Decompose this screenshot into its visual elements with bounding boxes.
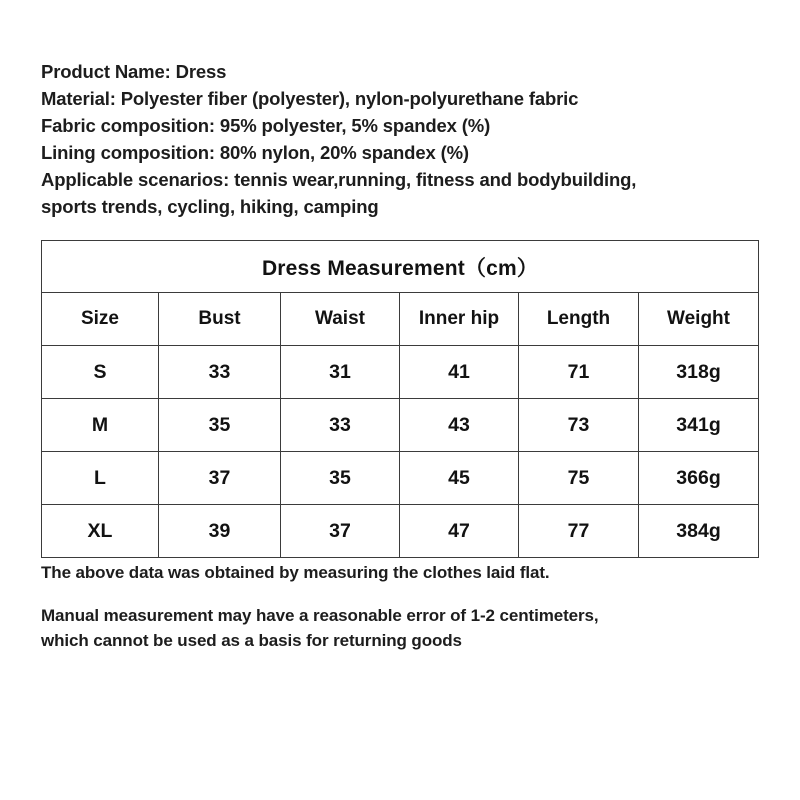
column-header-inner-hip: Inner hip (400, 293, 519, 346)
table-row (42, 346, 759, 399)
cell-waist: 35 (281, 452, 400, 505)
note-laid-flat: The above data was obtained by measuring the clothes laid flat. (41, 563, 550, 582)
spec-line-applicable-scenarios: Applicable scenarios: tennis wear,running, fitness and bodybuilding, sports trends, cycling, hiking, camping (41, 169, 637, 217)
column-header-bust: Bust (159, 293, 281, 346)
cell-size: M (42, 399, 159, 452)
cell-weight: 341g (639, 399, 759, 452)
spec-line-fabric-composition: Fabric composition: 95% polyester, 5% spandex (%) (41, 115, 491, 136)
cell-bust: 37 (159, 452, 281, 505)
table-row (42, 505, 759, 558)
cell-weight: 384g (639, 505, 759, 558)
note-manual-error-line2: which cannot be used as a basis for returning goods (41, 631, 462, 650)
table-title-row (42, 241, 759, 293)
cell-size: S (42, 346, 159, 399)
cell-bust: 39 (159, 505, 281, 558)
cell-bust: 33 (159, 346, 281, 399)
column-header-waist: Waist (281, 293, 400, 346)
note-manual-error-line1: Manual measurement may have a reasonable error of 1-2 centimeters, (41, 606, 599, 625)
cell-inner-hip: 43 (400, 399, 519, 452)
table-row (42, 452, 759, 505)
table-row (42, 399, 759, 452)
cell-weight: 366g (639, 452, 759, 505)
cell-length: 77 (519, 505, 639, 558)
cell-waist: 31 (281, 346, 400, 399)
table-title: Dress Measurement（cm） (42, 241, 759, 293)
cell-size: XL (42, 505, 159, 558)
column-header-size: Size (42, 293, 159, 346)
spec-line-material: Material: Polyester fiber (polyester), nylon-polyurethane fabric (41, 88, 579, 109)
cell-bust: 35 (159, 399, 281, 452)
cell-inner-hip: 41 (400, 346, 519, 399)
cell-inner-hip: 47 (400, 505, 519, 558)
column-header-weight: Weight (639, 293, 759, 346)
table-header-row (42, 293, 759, 346)
cell-length: 71 (519, 346, 639, 399)
cell-waist: 37 (281, 505, 400, 558)
cell-size: L (42, 452, 159, 505)
dress-measurement-table (41, 240, 759, 558)
note-spacer (41, 585, 741, 603)
product-description-block (41, 58, 686, 220)
measurement-notes-block (41, 560, 741, 653)
spec-line-product-name: Product Name: Dress (41, 61, 227, 82)
column-header-length: Length (519, 293, 639, 346)
cell-length: 73 (519, 399, 639, 452)
cell-inner-hip: 45 (400, 452, 519, 505)
cell-length: 75 (519, 452, 639, 505)
cell-waist: 33 (281, 399, 400, 452)
spec-line-lining-composition: Lining composition: 80% nylon, 20% spandex (%) (41, 142, 469, 163)
cell-weight: 318g (639, 346, 759, 399)
